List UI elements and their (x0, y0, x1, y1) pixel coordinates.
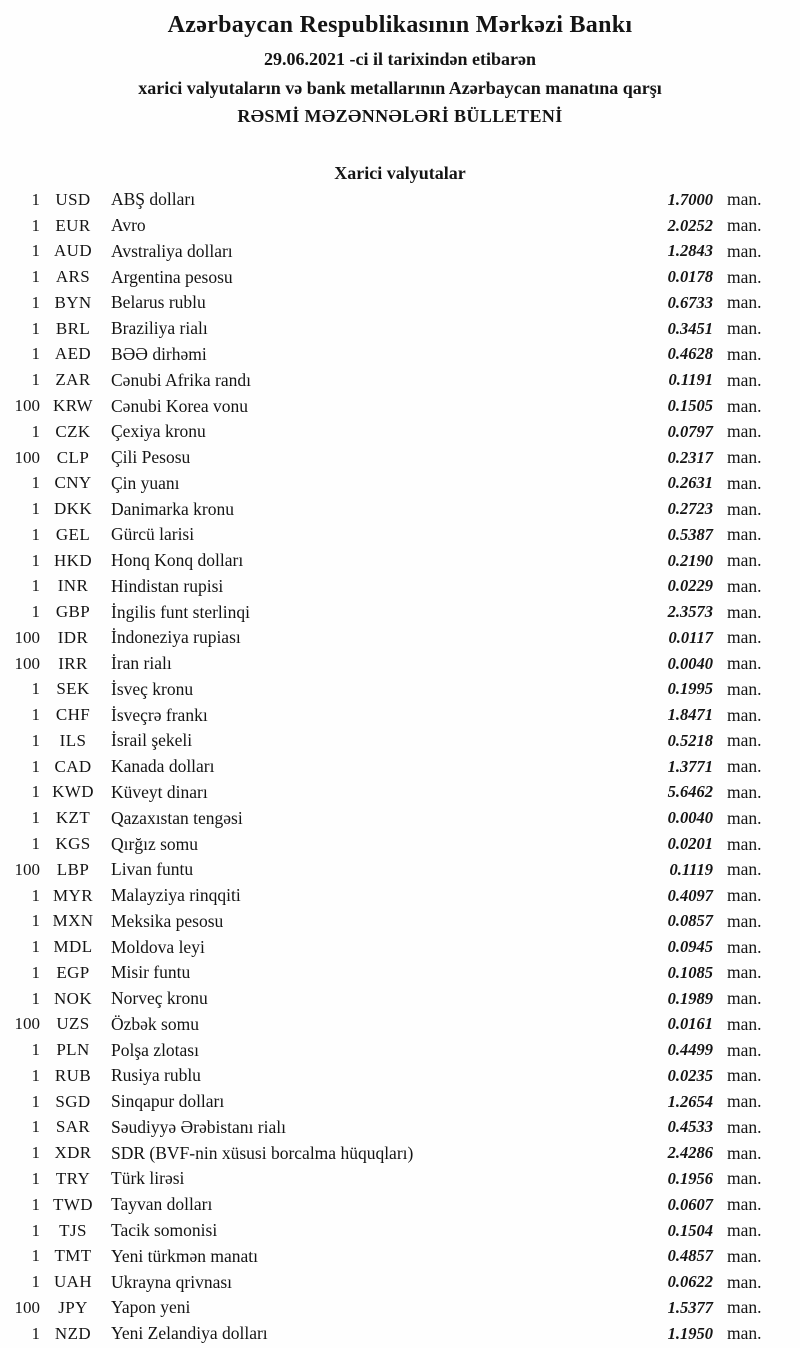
currency-name-cell: Özbək somu (111, 1013, 199, 1034)
rate-value-cell: 0.1505 (667, 396, 713, 415)
currency-code-cell: AED (54, 344, 92, 364)
unit-cell: man. (727, 962, 762, 983)
rate-value-cell: 1.7000 (667, 189, 713, 209)
table-row (0, 573, 800, 599)
nominal-cell: 1 (31, 215, 40, 235)
rate-value-cell: 0.0117 (668, 627, 713, 647)
nominal-cell: 1 (31, 730, 40, 750)
unit-cell: man. (727, 704, 762, 725)
nominal-cell: 1 (31, 1168, 40, 1188)
currency-name-cell: Yeni türkmən manatı (111, 1245, 258, 1266)
rate-value-cell: 0.0797 (667, 421, 713, 441)
nominal-cell: 1 (31, 370, 40, 390)
unit-cell: man. (727, 730, 762, 751)
table-row (0, 1115, 800, 1141)
nominal-cell: 1 (31, 1091, 40, 1111)
table-row (0, 857, 800, 883)
rate-value-cell: 0.4857 (667, 1246, 713, 1266)
unit-cell: man. (727, 369, 762, 390)
nominal-cell: 1 (31, 318, 40, 338)
currency-name-cell: İndoneziya rupiası (111, 627, 241, 648)
rate-value-cell: 2.0252 (667, 215, 713, 235)
currency-name-cell: İsrail şekeli (111, 730, 193, 751)
nominal-cell: 1 (31, 189, 40, 209)
unit-cell: man. (727, 1323, 762, 1344)
currency-code-cell: IDR (57, 627, 89, 647)
currency-code-cell: KGS (55, 834, 91, 854)
unit-cell: man. (727, 240, 762, 261)
currency-code-cell: PLN (56, 1040, 90, 1060)
table-row (0, 239, 800, 265)
currency-code-cell: CHF (55, 705, 91, 725)
currency-code-cell: TRY (55, 1168, 91, 1188)
rate-value-cell: 0.1504 (667, 1220, 713, 1240)
currency-code-cell: TMT (54, 1246, 92, 1266)
currency-code-cell: XDR (54, 1143, 92, 1163)
currency-name-cell: Argentina pesosu (111, 266, 233, 287)
nominal-cell: 1 (31, 267, 40, 287)
currency-name-cell: Polşa zlotası (111, 1039, 199, 1060)
currency-code-cell: JPY (58, 1297, 88, 1317)
table-row (0, 1012, 800, 1038)
currency-name-cell: Malayziya rinqqiti (111, 885, 241, 906)
unit-cell: man. (727, 524, 762, 545)
nominal-cell: 1 (31, 1323, 40, 1343)
table-row (0, 1140, 800, 1166)
rate-value-cell: 0.2631 (667, 473, 713, 493)
table-row (0, 496, 800, 522)
currency-name-cell: Qırğız somu (111, 833, 199, 854)
nominal-cell: 1 (31, 602, 40, 622)
nominal-cell: 100 (14, 1297, 40, 1317)
currency-code-cell: SEK (56, 679, 90, 699)
currency-name-cell: İsveçrə frankı (111, 704, 208, 725)
nominal-cell: 1 (31, 937, 40, 957)
nominal-cell: 1 (31, 988, 40, 1008)
unit-cell: man. (727, 859, 762, 880)
nominal-cell: 100 (14, 627, 40, 647)
unit-cell: man. (727, 343, 762, 364)
currency-code-cell: NOK (53, 988, 93, 1008)
table-row (0, 367, 800, 393)
currency-code-cell: KRW (53, 396, 93, 415)
table-row (0, 960, 800, 986)
unit-cell: man. (727, 781, 762, 802)
nominal-cell: 1 (31, 1272, 40, 1292)
table-row (0, 754, 800, 780)
table-row (0, 1243, 800, 1269)
nominal-cell: 1 (31, 679, 40, 699)
currency-name-cell: Livan funtu (111, 859, 194, 880)
nominal-cell: 100 (14, 859, 40, 879)
table-row (0, 445, 800, 471)
rate-value-cell: 0.1995 (667, 679, 713, 699)
currency-code-cell: BRL (55, 318, 91, 338)
currency-name-cell: Cənubi Afrika randı (111, 369, 251, 390)
rate-value-cell: 1.5377 (667, 1297, 713, 1317)
unit-cell: man. (727, 1013, 762, 1034)
nominal-cell: 1 (31, 1143, 40, 1163)
unit-cell: man. (727, 756, 762, 777)
currency-code-cell: ZAR (55, 370, 91, 390)
nominal-cell: 1 (31, 473, 40, 493)
currency-code-cell: MXN (52, 911, 94, 931)
currency-name-cell: İsveç kronu (111, 678, 194, 699)
unit-cell: man. (727, 266, 762, 287)
unit-cell: man. (727, 1116, 762, 1137)
currency-name-cell: Belarus rublu (111, 292, 206, 313)
nominal-cell: 1 (31, 550, 40, 570)
table-row (0, 986, 800, 1012)
currency-name-cell: Səudiyyə Ərəbistanı rialı (111, 1116, 286, 1137)
unit-cell: man. (727, 189, 762, 210)
nominal-cell: 1 (31, 344, 40, 364)
rate-value-cell: 5.6462 (667, 782, 713, 802)
currency-code-cell: USD (55, 189, 91, 209)
currency-name-cell: Qazaxıstan tengəsi (111, 807, 243, 828)
currency-name-cell: Hindistan rupisi (111, 575, 224, 596)
unit-cell: man. (727, 1168, 762, 1189)
currency-name-cell: Norveç kronu (111, 988, 208, 1009)
table-row (0, 702, 800, 728)
currency-code-cell: BYN (54, 292, 92, 312)
rate-value-cell: 0.0201 (667, 834, 713, 854)
currency-name-cell: Gürcü larisi (111, 524, 195, 545)
table-row (0, 883, 800, 909)
currency-code-cell: TJS (59, 1220, 87, 1240)
unit-cell: man. (727, 988, 762, 1009)
nominal-cell: 1 (31, 808, 40, 828)
currency-code-cell: CNY (54, 473, 92, 493)
currency-code-cell: DKK (53, 499, 93, 519)
rate-value-cell: 0.1956 (667, 1168, 713, 1188)
unit-cell: man. (727, 575, 762, 596)
unit-cell: man. (727, 885, 762, 906)
currency-code-cell: SAR (55, 1117, 91, 1137)
nominal-cell: 1 (31, 241, 40, 261)
currency-name-cell: BƏƏ dirhəmi (111, 343, 207, 364)
rate-value-cell: 0.0235 (667, 1065, 713, 1085)
nominal-cell: 1 (31, 1040, 40, 1060)
table-row (0, 625, 800, 651)
unit-cell: man. (727, 215, 762, 236)
rate-value-cell: 0.2723 (667, 499, 713, 519)
currency-code-cell: ILS (59, 730, 87, 750)
unit-cell: man. (727, 1142, 762, 1163)
table-row (0, 934, 800, 960)
unit-cell: man. (727, 550, 762, 571)
currency-name-cell: Yeni Zelandiya dolları (111, 1323, 268, 1344)
table-row (0, 908, 800, 934)
unit-cell: man. (727, 472, 762, 493)
currency-code-cell: IRR (58, 653, 88, 673)
currency-name-cell: İran rialı (111, 653, 172, 674)
currency-code-cell: SGD (55, 1091, 91, 1111)
table-row (0, 599, 800, 625)
currency-name-cell: Cənubi Korea vonu (111, 395, 249, 416)
unit-cell: man. (727, 1065, 762, 1086)
rate-value-cell: 1.2843 (667, 241, 713, 261)
page-title: Azərbaycan Respublikasının Mərkəzi Bankı (167, 12, 633, 38)
currency-code-cell: UAH (53, 1272, 93, 1292)
rate-value-cell: 0.5387 (667, 524, 713, 544)
currency-code-cell: LBP (56, 859, 90, 879)
table-row (0, 651, 800, 677)
nominal-cell: 1 (31, 962, 40, 982)
table-row (0, 470, 800, 496)
table-row (0, 1321, 800, 1347)
currency-name-cell: Çin yuanı (111, 472, 180, 493)
table-row (0, 419, 800, 445)
unit-cell: man. (727, 653, 762, 674)
currency-code-cell: KWD (52, 782, 94, 802)
nominal-cell: 1 (31, 1117, 40, 1137)
unit-cell: man. (727, 833, 762, 854)
nominal-cell: 1 (31, 756, 40, 776)
currency-code-cell: CAD (54, 756, 92, 776)
nominal-cell: 1 (31, 524, 40, 544)
table-row (0, 187, 800, 213)
currency-name-cell: Türk lirəsi (111, 1168, 185, 1189)
table-row (0, 805, 800, 831)
currency-name-cell: Çexiya kronu (111, 421, 206, 442)
currency-code-cell: MDL (53, 937, 93, 957)
unit-cell: man. (727, 395, 762, 416)
currency-code-cell: EGP (56, 962, 90, 982)
rate-value-cell: 1.8471 (667, 705, 713, 725)
currency-name-cell: Çili Pesosu (111, 447, 191, 468)
currency-code-cell: TWD (53, 1194, 93, 1214)
nominal-cell: 1 (31, 576, 40, 596)
rate-value-cell: 0.1085 (667, 962, 713, 982)
table-row (0, 1166, 800, 1192)
currency-name-cell: Kanada dolları (111, 756, 215, 777)
rate-value-cell: 1.1950 (667, 1323, 713, 1343)
unit-cell: man. (727, 1220, 762, 1240)
table-row (0, 1295, 800, 1321)
currency-name-cell: Tayvan dolları (111, 1194, 213, 1215)
currency-code-cell: RUB (54, 1065, 92, 1085)
nominal-cell: 1 (31, 1246, 40, 1266)
rate-value-cell: 0.0607 (667, 1194, 713, 1214)
unit-cell: man. (727, 292, 762, 313)
currency-name-cell: Sinqapur dolları (111, 1091, 225, 1112)
rate-value-cell: 0.2190 (667, 550, 713, 570)
currency-name-cell: İngilis funt sterlinqi (111, 601, 251, 622)
currency-name-cell: Ukrayna qrivnası (111, 1271, 233, 1292)
currency-name-cell: Avstraliya dolları (111, 240, 233, 261)
unit-cell: man. (727, 1245, 762, 1266)
nominal-cell: 1 (31, 1220, 40, 1240)
rate-value-cell: 0.0857 (667, 911, 713, 931)
rate-value-cell: 0.0161 (667, 1014, 713, 1034)
table-row (0, 264, 800, 290)
nominal-cell: 1 (31, 1065, 40, 1085)
table-row (0, 290, 800, 316)
rate-value-cell: 0.0229 (667, 576, 713, 596)
nominal-cell: 1 (31, 705, 40, 725)
nominal-cell: 1 (31, 421, 40, 441)
unit-cell: man. (727, 447, 762, 468)
nominal-cell: 1 (31, 911, 40, 931)
currency-name-cell: Danimarka kronu (111, 498, 234, 519)
currency-code-cell: EUR (55, 215, 91, 235)
table-row (0, 1218, 800, 1244)
rate-value-cell: 2.3573 (667, 602, 713, 622)
nominal-cell: 100 (14, 447, 40, 467)
table-row (0, 728, 800, 754)
rate-value-cell: 0.4533 (667, 1117, 713, 1137)
unit-cell: man. (727, 678, 762, 699)
currency-name-cell: Küveyt dinarı (111, 781, 208, 802)
nominal-cell: 100 (14, 1014, 40, 1034)
unit-cell: man. (727, 1271, 762, 1292)
currency-name-cell: Misir funtu (111, 962, 191, 983)
table-row (0, 548, 800, 574)
rate-value-cell: 2.4286 (667, 1143, 713, 1163)
unit-cell: man. (727, 1297, 762, 1318)
rate-value-cell: 0.0040 (667, 653, 713, 673)
rate-value-cell: 0.4628 (667, 344, 713, 364)
currency-code-cell: GBP (55, 602, 91, 622)
nominal-cell: 1 (31, 499, 40, 519)
unit-cell: man. (727, 1091, 762, 1112)
unit-cell: man. (727, 601, 762, 622)
unit-cell: man. (727, 807, 762, 828)
table-row (0, 1192, 800, 1218)
table-row (0, 1037, 800, 1063)
table-row (0, 316, 800, 342)
currency-name-cell: Braziliya rialı (111, 318, 208, 339)
nominal-cell: 1 (31, 834, 40, 854)
nominal-cell: 100 (14, 653, 40, 673)
currency-name-cell: ABŞ dolları (111, 189, 196, 210)
table-row (0, 342, 800, 368)
rate-value-cell: 0.1191 (668, 370, 713, 390)
rate-value-cell: 0.2317 (667, 447, 713, 467)
currency-code-cell: MYR (53, 885, 93, 905)
table-row (0, 1063, 800, 1089)
currency-code-cell: KZT (55, 808, 91, 828)
table-row (0, 522, 800, 548)
currency-code-cell: GEL (55, 524, 91, 544)
table-row (0, 1089, 800, 1115)
rate-value-cell: 1.3771 (667, 756, 713, 776)
unit-cell: man. (727, 1194, 762, 1215)
table-row (0, 780, 800, 806)
unit-cell: man. (727, 627, 762, 648)
rate-value-cell: 0.3451 (667, 318, 713, 338)
rate-value-cell: 0.1119 (669, 859, 713, 879)
rates-table (0, 187, 800, 1346)
table-row (0, 1269, 800, 1295)
rate-value-cell: 0.0040 (667, 808, 713, 828)
nominal-cell: 100 (14, 396, 40, 415)
currency-code-cell: CLP (56, 447, 90, 467)
rate-value-cell: 0.4499 (667, 1040, 713, 1060)
unit-cell: man. (727, 936, 762, 957)
table-row (0, 393, 800, 419)
rate-value-cell: 0.6733 (667, 292, 713, 312)
bulletin-title: RƏSMİ MƏZƏNNƏLƏRİ BÜLLETENİ (237, 106, 563, 126)
unit-cell: man. (727, 1039, 762, 1060)
table-row (0, 831, 800, 857)
rate-value-cell: 0.4097 (667, 885, 713, 905)
rate-value-cell: 1.2654 (667, 1091, 713, 1111)
nominal-cell: 1 (31, 782, 40, 802)
table-row (0, 677, 800, 703)
table-row (0, 213, 800, 239)
currency-code-cell: AUD (53, 241, 93, 261)
subject-line: xarici valyutaların və bank metallarının Azərbaycan manatına qarşı (138, 78, 662, 98)
unit-cell: man. (727, 910, 762, 931)
currency-code-cell: NZD (54, 1323, 92, 1343)
rate-value-cell: 0.0622 (667, 1272, 713, 1292)
currency-name-cell: SDR (BVF-nin xüsusi borcalma hüquqları) (111, 1142, 414, 1163)
currency-code-cell: ARS (55, 267, 91, 287)
rate-value-cell: 0.0945 (667, 937, 713, 957)
currency-name-cell: Moldova leyi (111, 936, 205, 957)
currency-code-cell: CZK (55, 421, 91, 441)
currency-code-cell: HKD (53, 550, 93, 570)
currency-name-cell: Honq Konq dolları (111, 550, 244, 571)
effective-date-line: 29.06.2021 -ci il tarixindən etibarən (264, 49, 536, 69)
currency-name-cell: Rusiya rublu (111, 1065, 201, 1086)
unit-cell: man. (727, 498, 762, 519)
nominal-cell: 1 (31, 292, 40, 312)
nominal-cell: 1 (31, 885, 40, 905)
unit-cell: man. (727, 318, 762, 339)
currency-name-cell: Yapon yeni (111, 1297, 191, 1318)
currency-name-cell: Meksika pesosu (111, 910, 224, 931)
unit-cell: man. (727, 421, 762, 442)
currency-code-cell: INR (57, 576, 89, 596)
section-title-foreign-currencies: Xarici valyutalar (334, 163, 466, 183)
currency-name-cell: Avro (111, 215, 146, 236)
currency-name-cell: Tacik somonisi (111, 1220, 218, 1240)
currency-code-cell: UZS (56, 1014, 90, 1034)
rate-value-cell: 0.1989 (667, 988, 713, 1008)
rate-value-cell: 0.5218 (667, 730, 713, 750)
rate-value-cell: 0.0178 (667, 267, 713, 287)
nominal-cell: 1 (31, 1194, 40, 1214)
